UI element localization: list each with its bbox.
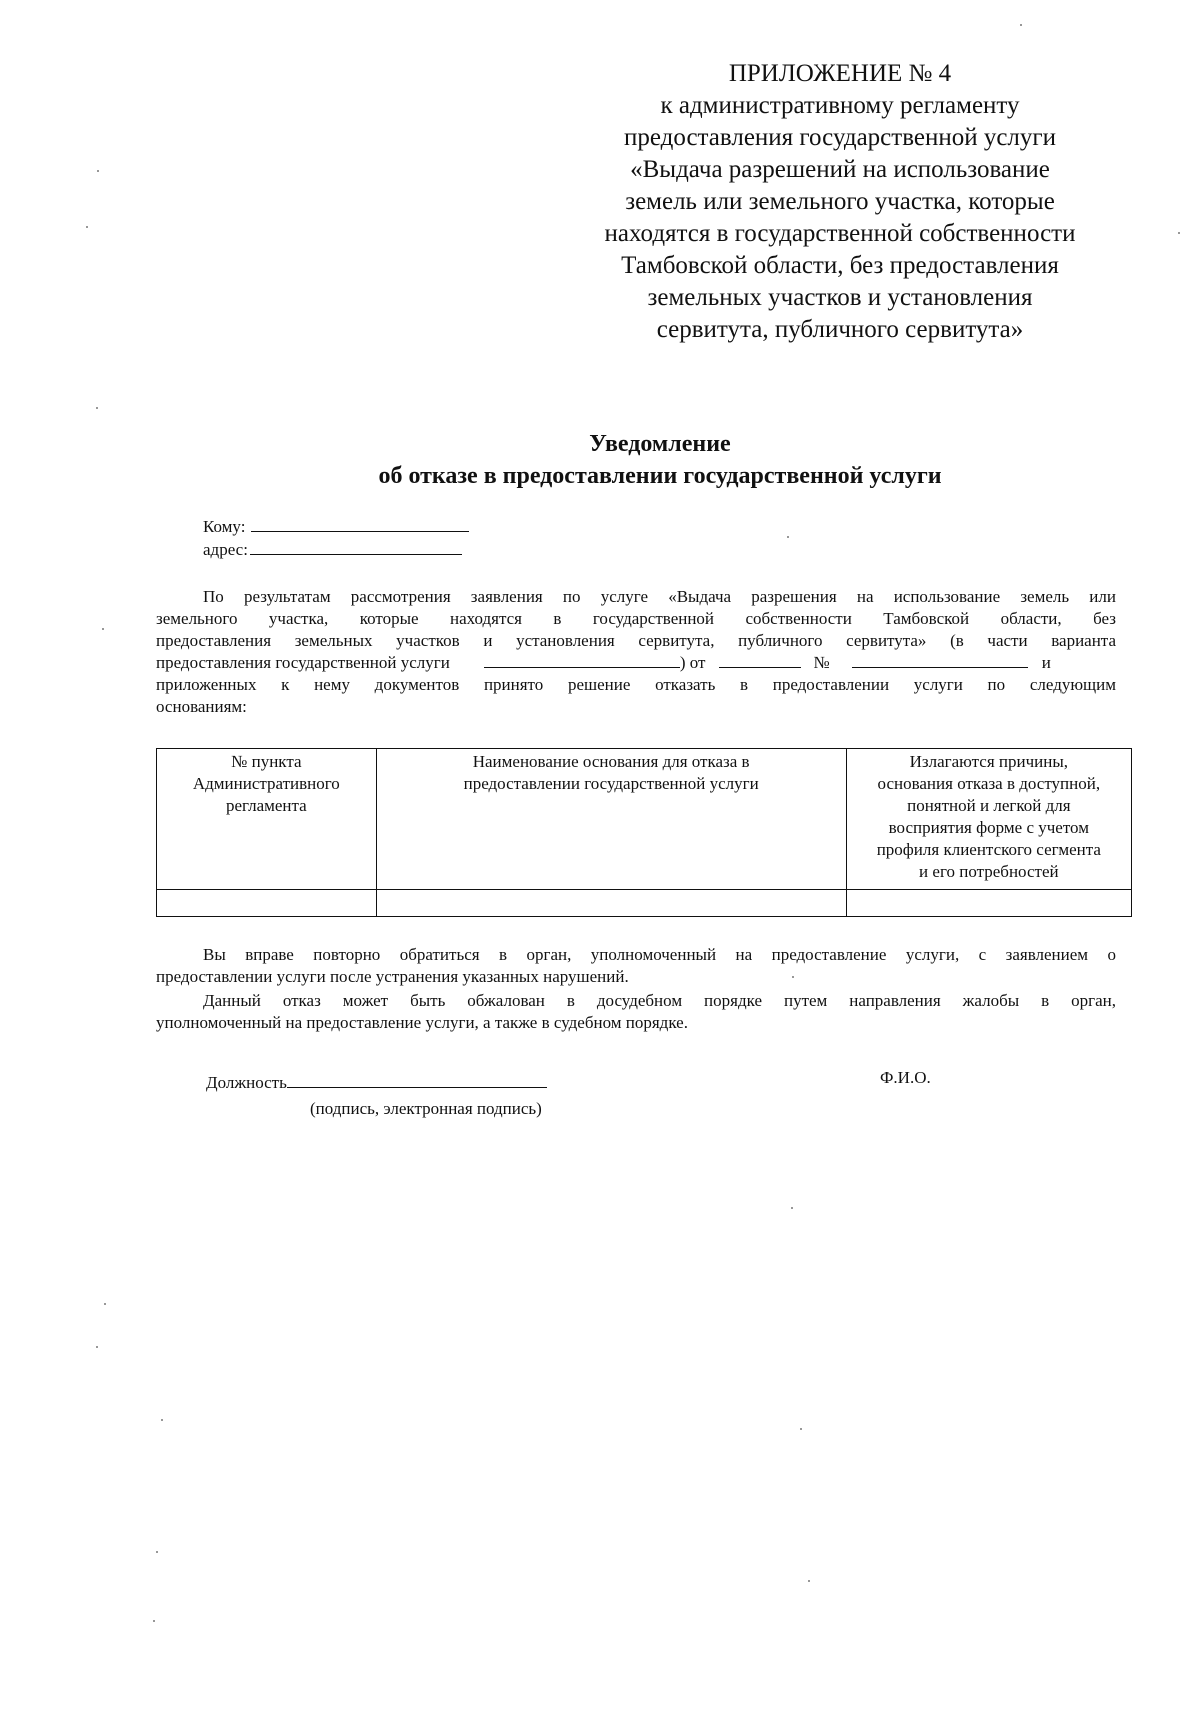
paragraph-line: уполномоченный на предоставление услуги, а также в судебном порядке. [156, 1013, 688, 1032]
scan-speck [800, 1428, 802, 1430]
appendix-line: земельных участков и установления [647, 284, 1033, 311]
appendix-line: земель или земельного участка, которые [625, 188, 1055, 215]
paragraph-line: Вы вправе повторно обратиться в орган, уполномоченный на предоставление услуги, с заявлением о [203, 945, 1116, 964]
column-header-refusal-explanation: Излагаются причины, основания отказа в доступной, понятной и легкой для восприятия форме с учетом профиля клиентского сегмента и его потребностей [846, 749, 1131, 890]
scan-speck [96, 1346, 98, 1348]
variant-blank-line [484, 653, 680, 668]
appendix-line: «Выдача разрешений на использование [630, 156, 1050, 183]
paragraph-line: основаниям: [156, 697, 247, 716]
position-label: Должность [206, 1073, 287, 1092]
appeal-paragraph [156, 990, 1116, 1034]
scan-speck [102, 628, 104, 630]
scan-speck [792, 976, 794, 978]
paragraph-line: приложенных к нему документов принято решение отказать в предоставлении услуги по следующим [156, 675, 1116, 694]
scan-speck [156, 1551, 158, 1553]
scan-speck [104, 1303, 106, 1305]
scan-speck [96, 407, 98, 409]
signature-position-field [206, 1071, 547, 1094]
number-blank-line [852, 653, 1028, 668]
scan-speck [97, 170, 99, 172]
document-title [250, 428, 1070, 492]
paragraph-line-with-blanks: предоставления государственной услуги ) от № и [156, 653, 1051, 672]
full-name-label: Ф.И.О. [880, 1068, 931, 1087]
recipient-field [203, 515, 469, 538]
scan-speck [161, 1419, 163, 1421]
table-header-row [157, 749, 1132, 890]
repeat-application-paragraph [156, 944, 1116, 988]
recipient-label: Кому: [203, 517, 246, 536]
recipient-blank-line [251, 515, 469, 532]
paragraph-line: предоставления земельных участков и установления сервитута, публичного сервитута» (в части варианта [156, 631, 1116, 650]
address-field [203, 538, 462, 561]
table-cell [376, 890, 846, 917]
column-header-clause-number: № пункта Административного регламента [157, 749, 377, 890]
appendix-line: предоставления государственной услуги [623, 124, 1057, 151]
appendix-line: находятся в государственной собственности [604, 220, 1076, 247]
scan-speck [1020, 24, 1022, 26]
paragraph-line: По результатам рассмотрения заявления по услуге «Выдача разрешения на использование земель или [203, 587, 1116, 606]
scan-speck [1178, 232, 1180, 234]
address-blank-line [250, 538, 462, 555]
scan-speck [153, 1620, 155, 1622]
paragraph-line: земельного участка, которые находятся в государственной собственности Тамбовской области, без [156, 609, 1116, 628]
refusal-reasons-table [156, 748, 1132, 917]
date-blank-line [719, 653, 801, 668]
appendix-line: Тамбовской области, без предоставления [621, 252, 1059, 279]
paragraph-line: Данный отказ может быть обжалован в досудебном порядке путем направления жалобы в орган, [203, 991, 1116, 1010]
table-cell [846, 890, 1131, 917]
signature-blank-line [287, 1071, 547, 1088]
decision-paragraph [156, 586, 1116, 718]
appendix-line: ПРИЛОЖЕНИЕ № 4 [728, 60, 952, 87]
column-header-refusal-ground: Наименование основания для отказа в предоставлении государственной услуги [376, 749, 846, 890]
scan-speck [791, 1207, 793, 1209]
address-label: адрес: [203, 540, 248, 559]
paragraph-line: предоставлении услуги после устранения указанных нарушений. [156, 967, 629, 986]
appendix-line: сервитута, публичного сервитута» [656, 316, 1024, 343]
scan-speck [86, 226, 88, 228]
scan-speck [808, 1580, 810, 1582]
signature-caption: (подпись, электронная подпись) [310, 1099, 542, 1118]
title-line-2: об отказе в предоставлении государственной услуги [378, 463, 942, 489]
table-cell [157, 890, 377, 917]
appendix-header [560, 58, 1120, 346]
scan-speck [787, 536, 789, 538]
appendix-line: к административному регламенту [660, 92, 1020, 119]
title-line-1: Уведомление [589, 431, 731, 457]
table-row [157, 890, 1132, 917]
